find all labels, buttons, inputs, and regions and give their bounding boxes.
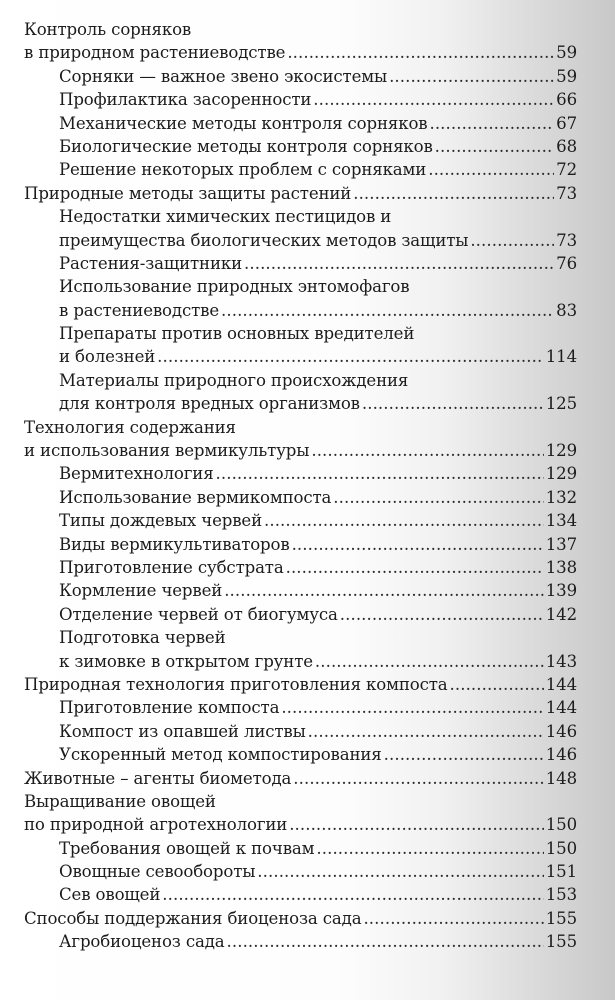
toc-page-number: 129: [545, 441, 577, 461]
toc-entry-title: Требования овощей к почвам: [59, 838, 315, 858]
dot-leader: [362, 392, 544, 415]
toc-entry-title: Биологические методы контроля сорняков: [59, 136, 433, 156]
toc-page-number: 66: [556, 90, 577, 110]
dot-leader: [162, 883, 544, 906]
toc-entry-title: Сев овощей: [59, 885, 161, 905]
toc-entry-title: в растениеводстве: [59, 300, 220, 320]
toc-entry: [0, 322, 615, 369]
toc-entry: [0, 252, 615, 275]
toc-entry: [0, 626, 615, 673]
toc-page-number: 137: [545, 534, 577, 554]
toc-page-number: 150: [545, 838, 577, 858]
toc-page-number: 83: [556, 300, 577, 320]
dot-leader: [157, 345, 544, 368]
dot-leader: [435, 135, 555, 158]
toc-entry-title: Способы поддержания биоценоза сада: [24, 908, 362, 928]
dot-leader: [316, 837, 543, 860]
dot-leader: [340, 603, 544, 626]
dot-leader: [313, 88, 554, 111]
toc-entry: [0, 88, 615, 111]
toc-entry-title: Использование природных энтомофагов: [59, 277, 410, 297]
toc-page-number: 155: [545, 932, 577, 952]
dot-leader: [264, 509, 544, 532]
toc-page-number: 151: [545, 862, 577, 882]
toc-entry-title: для контроля вредных организмов: [59, 394, 360, 414]
toc-entry-title: Овощные севообороты: [59, 862, 256, 882]
toc-entry-title: преимущества биологических методов защиты: [59, 230, 469, 250]
toc-page-number: 59: [556, 66, 577, 86]
toc-entry: [0, 416, 615, 463]
toc-page-number: 134: [545, 511, 577, 531]
dot-leader: [286, 556, 544, 579]
toc-entry-title: по природной агротехнологии: [24, 815, 288, 835]
toc-entry: [0, 112, 615, 135]
toc-entry: [0, 158, 615, 181]
toc-entry-title: Агробиоценоз сада: [59, 932, 225, 952]
toc-entry: [0, 743, 615, 766]
dot-leader: [221, 299, 554, 322]
table-of-contents: [0, 18, 615, 954]
dot-leader: [428, 158, 554, 181]
toc-page-number: 153: [545, 885, 577, 905]
toc-entry: [0, 462, 615, 485]
dot-leader: [244, 252, 554, 275]
toc-entry: [0, 720, 615, 743]
toc-entry-title: Препараты против основных вредителей: [59, 324, 415, 344]
dot-leader: [363, 907, 543, 930]
toc-entry-title: в природном растениеводстве: [24, 43, 286, 63]
toc-entry-title: Контроль сорняков: [24, 20, 192, 39]
toc-entry-title: Решение некоторых проблем с сорняками: [59, 160, 427, 180]
toc-page-number: 142: [545, 604, 577, 624]
toc-page-number: 73: [556, 230, 577, 250]
toc-entry-title: Компост из опавшей листвы: [59, 721, 306, 741]
toc-page-number: 73: [556, 183, 577, 203]
dot-leader: [353, 182, 554, 205]
dot-leader: [384, 743, 544, 766]
toc-page-number: 150: [545, 815, 577, 835]
toc-entry: [0, 603, 615, 626]
toc-entry: [0, 205, 615, 252]
toc-page-number: 146: [545, 721, 577, 741]
toc-entry: [0, 767, 615, 790]
dot-leader: [287, 41, 554, 64]
toc-entry-title: Природные методы защиты растений: [24, 183, 352, 203]
toc-entry-title: Приготовление компоста: [59, 698, 280, 718]
toc-entry-title: Материалы природного происхождения: [59, 370, 409, 390]
dot-leader: [289, 813, 544, 836]
toc-entry-title: Недостатки химических пестицидов и: [59, 207, 392, 227]
toc-page-number: 132: [545, 487, 577, 507]
toc-page-number: 146: [545, 745, 577, 765]
toc-entry: [0, 696, 615, 719]
dot-leader: [429, 112, 554, 135]
toc-entry: [0, 883, 615, 906]
toc-entry: [0, 533, 615, 556]
toc-page-number: 155: [545, 908, 577, 928]
toc-page-number: 143: [545, 651, 577, 671]
toc-entry-title: Типы дождевых червей: [59, 511, 262, 531]
toc-entry-title: Животные – агенты биометода: [24, 768, 292, 788]
toc-entry-title: Подготовка червей: [59, 628, 226, 648]
dot-leader: [470, 229, 554, 252]
toc-page-number: 67: [556, 113, 577, 133]
toc-entry-title: Виды вермикультиваторов: [59, 534, 290, 554]
dot-leader: [333, 486, 543, 509]
toc-page-number: 76: [556, 253, 577, 273]
toc-entry: [0, 790, 615, 837]
toc-page-number: 129: [545, 464, 577, 484]
dot-leader: [293, 767, 543, 790]
toc-entry-title: Растения-защитники: [59, 253, 243, 273]
toc-entry-title: Механические методы контроля сорняков: [59, 113, 428, 133]
toc-entry: [0, 509, 615, 532]
toc-entry: [0, 556, 615, 579]
dot-leader: [311, 439, 543, 462]
dot-leader: [315, 650, 544, 673]
toc-entry-title: и использования вермикультуры: [24, 441, 310, 461]
toc-entry-title: Использование вермикомпоста: [59, 487, 332, 507]
toc-entry: [0, 182, 615, 205]
toc-entry: [0, 907, 615, 930]
toc-entry-title: Сорняки — важное звено экосистемы: [59, 66, 388, 86]
dot-leader: [216, 462, 544, 485]
dot-leader: [308, 720, 544, 743]
toc-entry-title: к зимовке в открытом грунте: [59, 651, 313, 671]
toc-entry: [0, 135, 615, 158]
toc-entry: [0, 369, 615, 416]
toc-entry-title: Ускоренный метод компостирования: [59, 745, 382, 765]
toc-page-number: 148: [545, 768, 577, 788]
toc-page-number: 68: [556, 136, 577, 156]
toc-entry-title: Отделение червей от биогумуса: [59, 604, 338, 624]
toc-entry: [0, 837, 615, 860]
dot-leader: [389, 65, 554, 88]
toc-entry-title: и болезней: [59, 347, 156, 367]
dot-leader: [227, 930, 544, 953]
dot-leader: [224, 579, 544, 602]
toc-page-number: 72: [556, 160, 577, 180]
toc-page-number: 138: [545, 557, 577, 577]
toc-entry: [0, 673, 615, 696]
dot-leader: [257, 860, 543, 883]
toc-entry-title: Природная технология приготовления компоста: [24, 674, 448, 694]
toc-page-number: 139: [545, 581, 577, 601]
toc-page-number: 59: [556, 43, 577, 63]
toc-entry-title: Выращивание овощей: [24, 791, 216, 811]
toc-entry: [0, 860, 615, 883]
toc-entry-title: Вермитехнология: [59, 464, 214, 484]
toc-entry-title: Приготовление субстрата: [59, 557, 284, 577]
toc-entry-title: Профилактика засоренности: [59, 90, 312, 110]
toc-entry: [0, 486, 615, 509]
toc-entry: [0, 65, 615, 88]
toc-page-number: 125: [545, 394, 577, 414]
toc-entry-title: Технология содержания: [24, 417, 236, 437]
toc-entry: [0, 579, 615, 602]
toc-page-number: 114: [545, 347, 577, 367]
dot-leader: [292, 533, 544, 556]
toc-entry-title: Кормление червей: [59, 581, 223, 601]
toc-entry: [0, 18, 615, 65]
dot-leader: [450, 673, 544, 696]
toc-entry: [0, 275, 615, 322]
toc-entry: [0, 930, 615, 953]
dot-leader: [281, 696, 543, 719]
toc-page-number: 144: [545, 698, 577, 718]
toc-page-number: 144: [545, 674, 577, 694]
